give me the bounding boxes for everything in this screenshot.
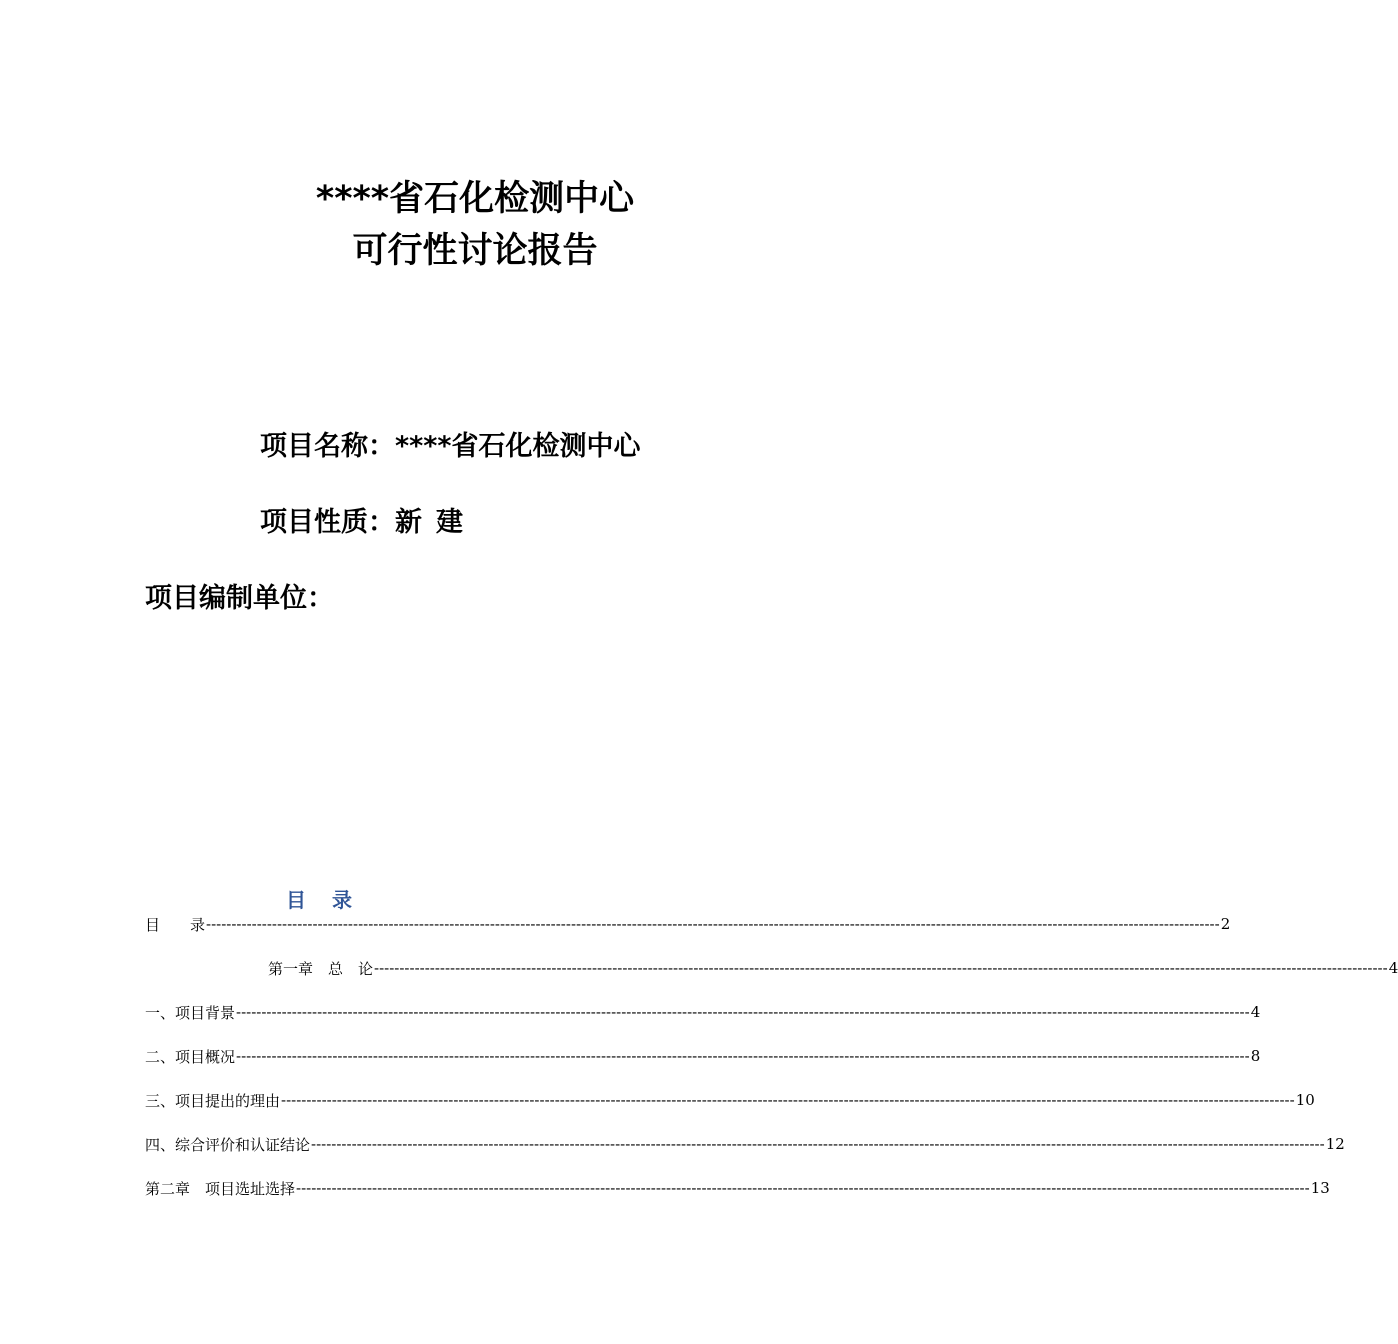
- project-nature-label: 项目性质：: [260, 507, 395, 538]
- project-nature-field: [260, 506, 463, 540]
- toc-leader: --------------------------------------------------------------------------------------------------------------------------------------------------------------------------------------------------------: [236, 1003, 1250, 1021]
- toc-entry-label: 一、项目背景: [145, 1003, 236, 1022]
- toc-entry-page: 2: [1220, 915, 1231, 933]
- toc-entry[interactable]: [145, 1177, 1330, 1199]
- toc-entry[interactable]: [145, 1133, 1345, 1155]
- project-nature-value-part1: 新: [395, 507, 422, 538]
- toc-entry-label: 第二章 项目选址选择: [145, 1179, 296, 1198]
- toc-leader: --------------------------------------------------------------------------------------------------------------------------------------------------------------------------------------------------------: [311, 1135, 1325, 1153]
- toc-entry-page: 10: [1295, 1091, 1315, 1109]
- project-name-value: ****省石化检测中心: [395, 431, 641, 462]
- cover-title-line2: 可行性讨论报告: [352, 231, 598, 271]
- toc-entry[interactable]: [268, 957, 1398, 979]
- toc-entry-label: 二、项目概况: [145, 1047, 236, 1066]
- toc-heading: [286, 884, 352, 913]
- toc-leader: --------------------------------------------------------------------------------------------------------------------------------------------------------------------------------------------------------: [236, 1047, 1250, 1065]
- project-name-label: 项目名称：: [260, 431, 395, 462]
- cover-title: [0, 173, 950, 277]
- toc-entry-page: 4: [1250, 1003, 1261, 1021]
- toc-entry-label: 三、项目提出的理由: [145, 1091, 281, 1110]
- project-nature-value-part2: 建: [436, 507, 463, 538]
- toc-entry-label: 目 录: [145, 915, 206, 934]
- project-name-field: [260, 430, 640, 464]
- toc-entry-page: 8: [1250, 1047, 1261, 1065]
- toc-leader: --------------------------------------------------------------------------------------------------------------------------------------------------------------------------------------------------------: [206, 915, 1220, 933]
- toc-entry-page: 4: [1388, 959, 1398, 977]
- project-unit-field: [145, 582, 334, 616]
- project-unit-label: 项目编制单位：: [145, 583, 334, 614]
- toc-heading-part1: 目: [286, 888, 306, 912]
- toc-entry-label: 四、综合评价和认证结论: [145, 1135, 311, 1154]
- toc-entry[interactable]: [145, 1045, 1261, 1067]
- cover-title-line1: ****省石化检测中心: [315, 179, 635, 219]
- toc-entry[interactable]: [145, 1089, 1315, 1111]
- toc-leader: --------------------------------------------------------------------------------------------------------------------------------------------------------------------------------------------------------: [374, 959, 1388, 977]
- toc-entry-page: 12: [1325, 1135, 1345, 1153]
- toc-heading-part2: 录: [332, 888, 352, 912]
- toc-leader: --------------------------------------------------------------------------------------------------------------------------------------------------------------------------------------------------------: [281, 1091, 1295, 1109]
- toc-entry[interactable]: [145, 913, 1231, 935]
- toc-leader: --------------------------------------------------------------------------------------------------------------------------------------------------------------------------------------------------------: [296, 1179, 1310, 1197]
- project-nature-value: [395, 507, 463, 538]
- toc-entry-label: 第一章 总 论: [268, 959, 374, 978]
- toc-entry-page: 13: [1310, 1179, 1330, 1197]
- toc-entry[interactable]: [145, 1001, 1261, 1023]
